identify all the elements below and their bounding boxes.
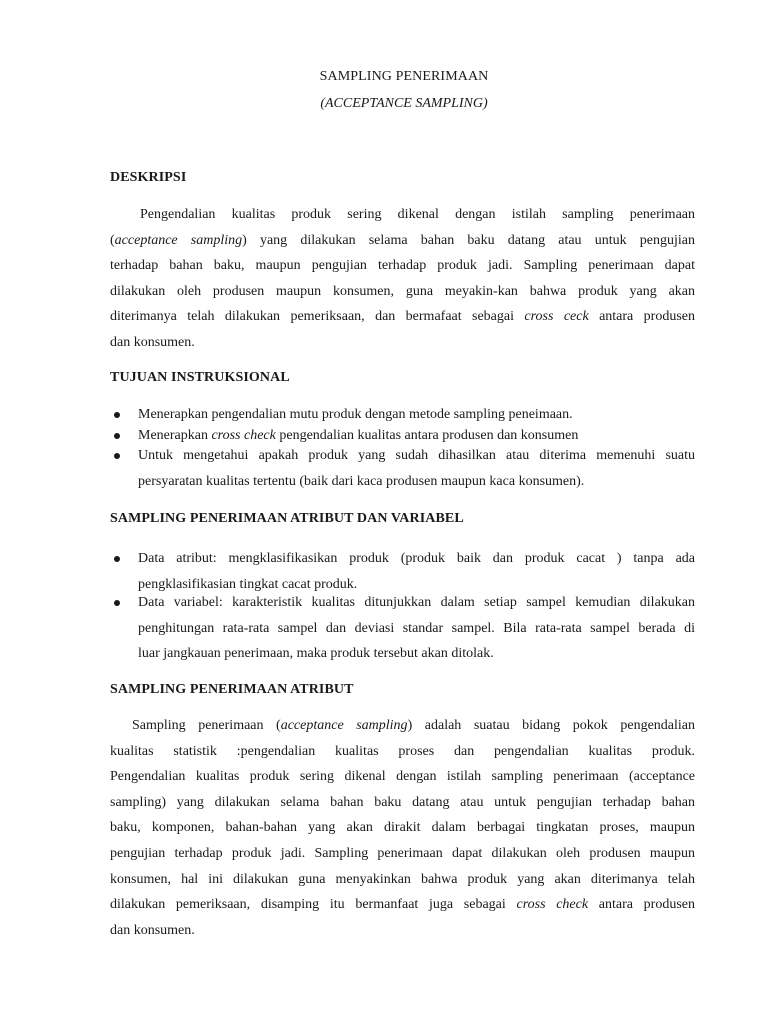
paragraph-line: diterimanya telah dilakukan pemeriksaan, dan bermafaat sebagai cross ceck antara produsen: [110, 309, 695, 325]
heading-atribut-dan-variabel: SAMPLING PENERIMAAN ATRIBUT DAN VARIABEL: [110, 511, 464, 526]
list-item-text: penghitungan rata-rata sampel dan deviasi standar sampel. Bila rata-rata sampel berada di: [138, 620, 695, 636]
list-item-text: Data variabel: karakteristik kualitas ditunjukkan dalam setiap sampel kemudian dilakukan: [138, 595, 695, 610]
paragraph-line: Pengendalian kualitas produk sering dikenal dengan istilah sampling penerimaan (acceptance: [110, 769, 695, 785]
paragraph-line: baku, komponen, bahan-bahan yang akan dirakit dalam berbagai tingkatan proses, maupun: [110, 820, 695, 836]
paragraph-line: dan konsumen.: [110, 334, 195, 350]
list-item-text: Menerapkan pengendalian mutu produk dengan metode sampling peneimaan.: [138, 407, 573, 422]
bullet-icon: [114, 412, 120, 418]
paragraph-line: terhadap bahan baku, maupun pengujian terhadap produk jadi. Sampling penerimaan dapat: [110, 258, 695, 274]
bullet-icon: [114, 600, 120, 606]
list-item-text: Menerapkan cross check pengendalian kualitas antara produsen dan konsumen: [138, 428, 579, 443]
bullet-icon: [114, 453, 120, 459]
paragraph-line: Sampling penerimaan (acceptance sampling) adalah suatau bidang pokok pengendalian: [132, 718, 695, 733]
list-item-text: Data atribut: mengklasifikasikan produk (produk baik dan produk cacat ) tanpa ada: [138, 551, 695, 566]
paragraph-line: dan konsumen.: [110, 922, 195, 938]
paragraph-line: Pengendalian kualitas produk sering dikenal dengan istilah sampling penerimaan: [140, 207, 695, 222]
paragraph-line: sampling) yang dilakukan selama bahan baku datang atau untuk pengujian terhadap bahan: [110, 794, 695, 810]
paragraph-line: pengujian terhadap produk jadi. Sampling penerimaan dapat dilakukan oleh produsen maupun: [110, 845, 695, 861]
paragraph-atribut: [110, 713, 695, 943]
list-item-text: pengklasifikasian tingkat cacat produk.: [138, 576, 358, 592]
list-item-text: persyaratan kualitas tertentu (baik dari kaca produsen maupun kaca konsumen).: [138, 473, 585, 489]
paragraph-line: konsumen, hal ini dilakukan guna menyakinkan bahwa produk yang akan diterimanya telah: [110, 871, 695, 887]
paragraph-line: dilakukan oleh produsen maupun konsumen, guna meyakin-kan bahwa produk yang akan: [110, 283, 695, 299]
document-title: SAMPLING PENERIMAAN: [319, 69, 489, 84]
document-subtitle: (ACCEPTANCE SAMPLING): [320, 96, 488, 111]
paragraph-deskripsi: [110, 202, 695, 356]
heading-deskripsi: DESKRIPSI: [110, 170, 187, 185]
list-item-text: luar jangkauan penerimaan, maka produk tersebut akan ditolak.: [138, 646, 494, 662]
heading-atribut: SAMPLING PENERIMAAN ATRIBUT: [110, 682, 354, 697]
paragraph-line: kualitas statistik :pengendalian kualitas proses dan pengendalian kualitas produk.: [110, 743, 695, 759]
paragraph-line: dilakukan pemeriksaan, disamping itu bermanfaat juga sebagai cross check antara produsen: [110, 897, 695, 913]
bullet-icon: [114, 433, 120, 439]
list-item-text: Untuk mengetahui apakah produk yang sudah dihasilkan atau diterima memenuhi suatu: [138, 448, 695, 463]
paragraph-line: (acceptance sampling) yang dilakukan selama bahan baku datang atau untuk pengujian: [110, 232, 695, 248]
bullet-icon: [114, 556, 120, 562]
heading-tujuan-instruksional: TUJUAN INSTRUKSIONAL: [110, 370, 290, 385]
